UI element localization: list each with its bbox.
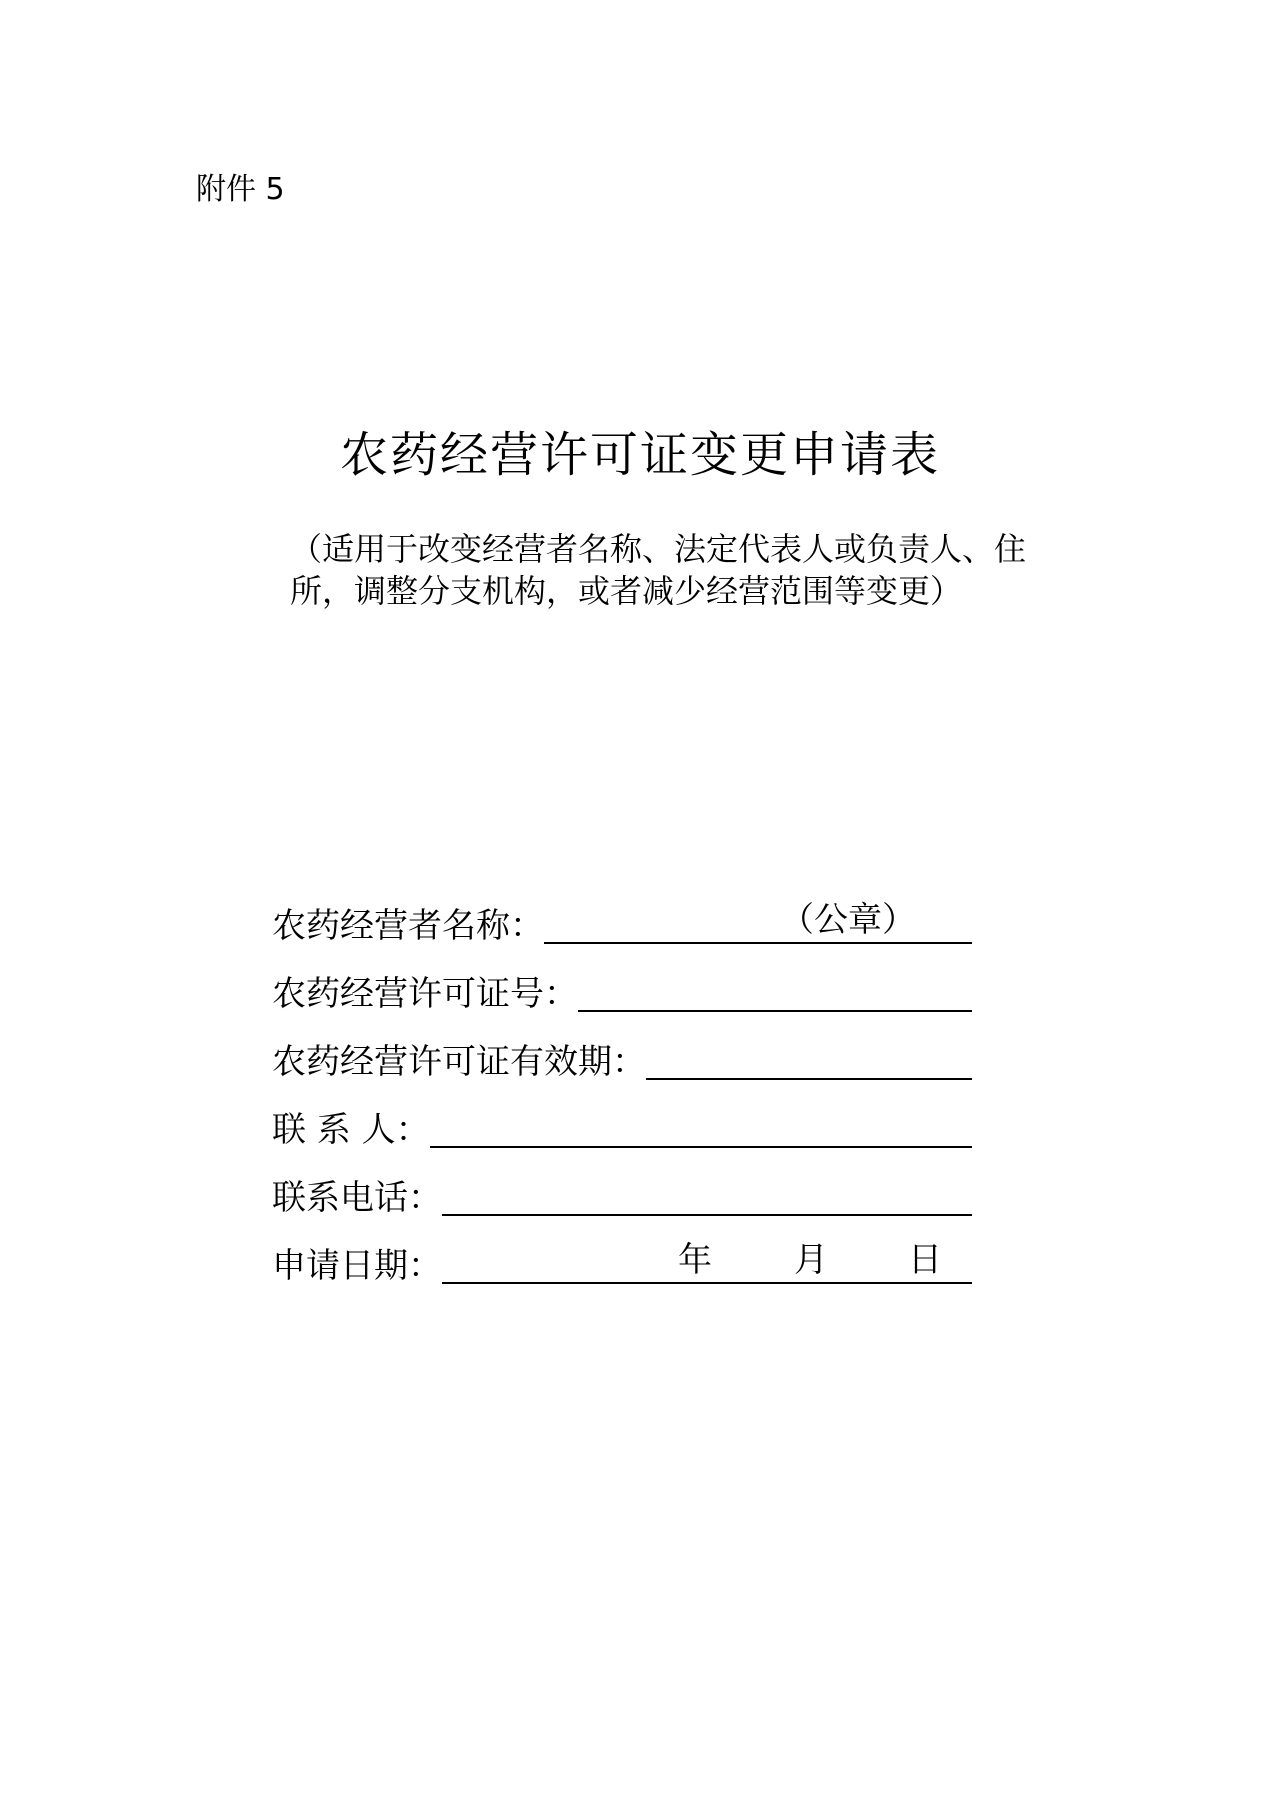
document-title: 农药经营许可证变更申请表 xyxy=(339,427,940,483)
operator-name-input[interactable] xyxy=(544,898,972,944)
contact-person-label xyxy=(272,1108,430,1152)
license-validity-input[interactable] xyxy=(646,1034,972,1080)
contact-person-label-text: 联 系 人： xyxy=(272,1110,430,1150)
document-subtitle xyxy=(290,528,1090,612)
field-application-date xyxy=(272,1220,972,1288)
contact-phone-input[interactable] xyxy=(442,1170,972,1216)
field-contact-phone xyxy=(272,1152,972,1220)
contact-phone-label: 联系电话： xyxy=(272,1178,442,1218)
license-validity-label: 农药经营许可证有效期： xyxy=(272,1042,646,1082)
field-contact-person xyxy=(272,1084,972,1152)
license-number-label: 农药经营许可证号： xyxy=(272,974,578,1014)
date-month-marker: 月 xyxy=(794,1240,828,1280)
field-license-number xyxy=(272,948,972,1016)
attachment-label: 附件 5 xyxy=(196,172,285,207)
date-parts xyxy=(442,1238,972,1282)
subtitle-line-2: 所，调整分支机构，或者减少经营范围等变更） xyxy=(290,572,963,610)
application-date-label: 申请日期： xyxy=(272,1246,442,1286)
contact-person-input[interactable] xyxy=(430,1102,972,1148)
application-date-input[interactable] xyxy=(442,1238,972,1284)
date-day-marker: 日 xyxy=(908,1240,942,1280)
date-year-marker: 年 xyxy=(678,1240,712,1280)
operator-name-label: 农药经营者名称： xyxy=(272,906,544,946)
field-license-validity xyxy=(272,1016,972,1084)
field-operator-name xyxy=(272,880,972,948)
official-seal-note: （公章） xyxy=(780,900,916,940)
application-form xyxy=(272,880,972,1288)
subtitle-line-1: （适用于改变经营者名称、法定代表人或负责人、住 xyxy=(290,530,1027,568)
license-number-input[interactable] xyxy=(578,966,972,1012)
